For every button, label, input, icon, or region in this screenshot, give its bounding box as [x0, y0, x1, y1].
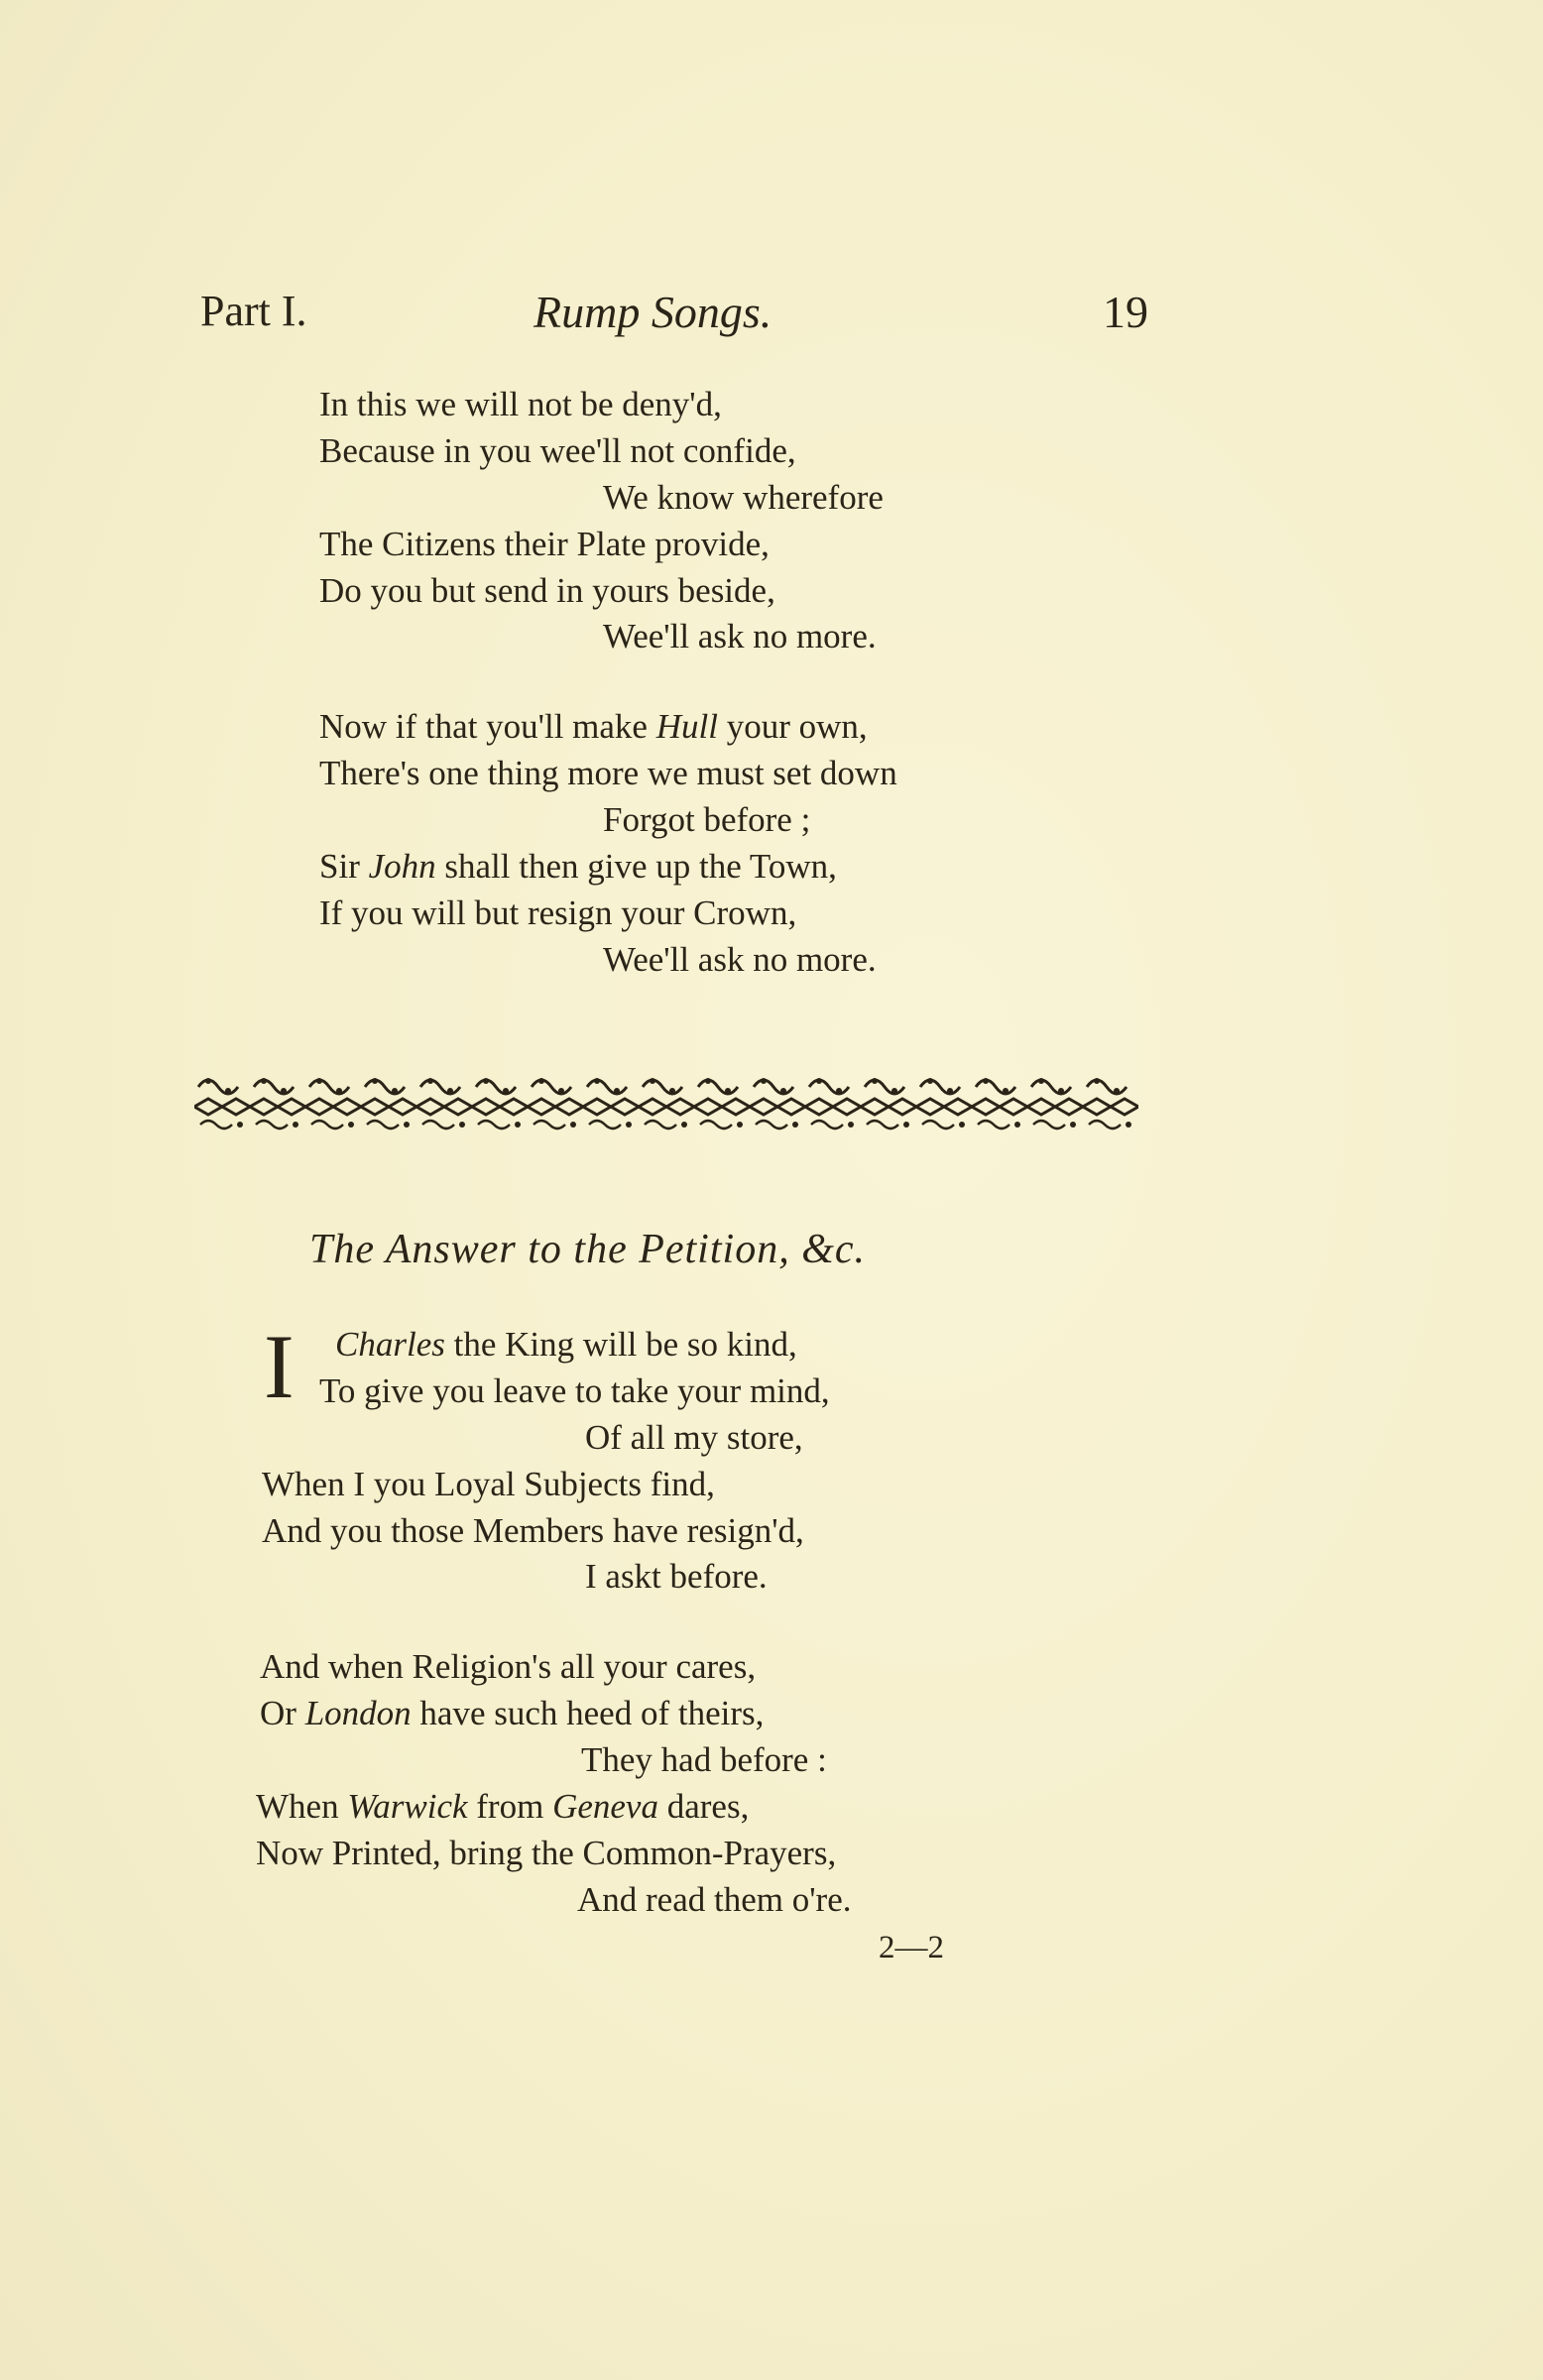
verse-line: When I you Loyal Subjects find, [262, 1465, 715, 1503]
verse-line: And read them o're. [577, 1880, 852, 1919]
verse-line: We know wherefore [603, 478, 884, 517]
verse-text: your own, [717, 707, 868, 746]
verse-line [335, 1327, 797, 1362]
verse-line: Do you but send in yours beside, [319, 571, 775, 610]
verse-text: Sir [319, 847, 369, 886]
verse-line: To give you leave to take your mind, [319, 1371, 830, 1410]
verse-line [319, 849, 837, 884]
verse-line [260, 1696, 764, 1730]
verse-line [256, 1789, 749, 1824]
signature-mark: 2—2 [879, 1930, 944, 1965]
song-title-suffix: &c. [789, 1227, 867, 1272]
page-number: 19 [1103, 287, 1148, 337]
verse-line: And you those Members have resign'd, [262, 1511, 804, 1550]
verse-text: dares, [657, 1787, 750, 1826]
verse-line: They had before : [581, 1740, 827, 1779]
verse-italic: London [304, 1694, 412, 1732]
song-title [309, 1226, 866, 1273]
verse-italic: Charles [335, 1325, 445, 1364]
verse-line: There's one thing more we must set down [319, 754, 897, 792]
verse-text: shall then give up the Town, [435, 847, 837, 886]
verse-text: from [467, 1787, 553, 1826]
verse-italic: Warwick [347, 1787, 468, 1826]
verse-text: When [256, 1787, 348, 1826]
verse-line: I askt before. [585, 1557, 768, 1596]
verse-text: Now if that you'll make [319, 707, 656, 746]
verse-line: Wee'll ask no more. [603, 940, 877, 979]
verse-italic: Hull [655, 707, 718, 746]
verse-line: Wee'll ask no more. [603, 617, 877, 655]
verse-text: Or [260, 1694, 305, 1732]
verse-line: And when Religion's all your cares, [260, 1647, 757, 1686]
ornament-band-icon [194, 1067, 1138, 1134]
running-header-title: Rump Songs. [534, 287, 772, 337]
verse-line [319, 709, 868, 744]
verse-line: In this we will not be deny'd, [319, 385, 722, 423]
verse-line: Forgot before ; [603, 800, 811, 839]
verse-text: have such heed of theirs, [411, 1694, 765, 1732]
song-title-text: The Answer to the Petition, [309, 1227, 790, 1272]
verse-line: Of all my store, [585, 1418, 803, 1457]
verse-italic: Geneva [552, 1787, 658, 1826]
drop-cap: I [264, 1316, 295, 1417]
verse-line: If you will but resign your Crown, [319, 893, 797, 932]
verse-line: Now Printed, bring the Common-Prayers, [256, 1834, 837, 1872]
verse-italic: John [368, 847, 436, 886]
verse-text: the King will be so kind, [444, 1325, 797, 1364]
verse-line: The Citizens their Plate provide, [319, 525, 770, 563]
running-header-part: Part I. [200, 287, 307, 335]
verse-line: Because in you wee'll not confide, [319, 431, 796, 470]
